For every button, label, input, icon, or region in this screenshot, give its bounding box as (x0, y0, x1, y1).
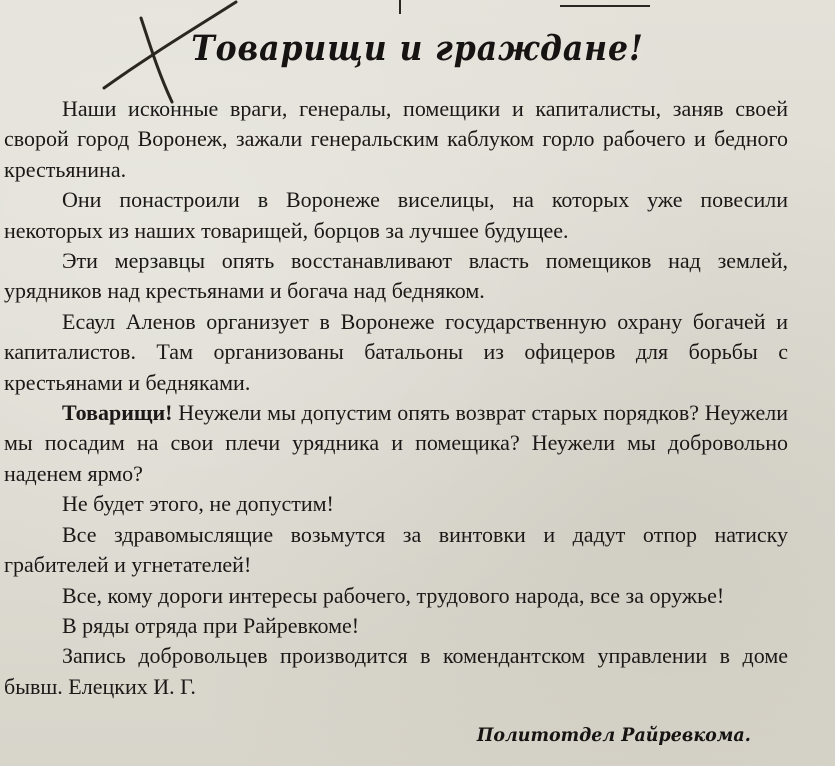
page-title: Товарищи и граждане! (191, 28, 644, 69)
paragraph: Эти мерзавцы опять восстанавливают власть помещиков над землей, урядников над крестьянами и богача над бедняком. (4, 248, 788, 304)
paragraph-lead: Товарищи! (62, 400, 173, 426)
paragraph: Все здравомыслящие возьмутся за винтовки и дадут отпор натиску грабителей и угнетателей! (4, 521, 788, 578)
paragraph: В ряды отряда при Райревкоме! (62, 612, 360, 638)
paragraph: Есаул Аленов организует в Воронеже государственную охрану богачей и капиталистов. Там организованы батальоны из офицеров для борьбы с крестьянами и бедняками. (4, 308, 788, 395)
paragraph: Они понастроили в Воронеже виселицы, на которых уже повесили некоторых из наших товарищей, борцов за лучшее будущее. (4, 187, 788, 243)
signature: Политотдел Райревкома. (476, 724, 751, 746)
paragraph: Наши исконные враги, генералы, помещики и капиталисты, заняв своей сворой город Воронеж, зажали генеральским каблуком горло рабочего и бедного крестьянина. (4, 96, 788, 182)
paragraph: Запись добровольцев производится в комендантском управлении в доме бывш. Елецких И. Г. (4, 643, 788, 699)
paragraph: Все, кому дороги интересы рабочего, трудового народа, все за оружье! (62, 582, 725, 608)
paragraph-text: Неужели мы допустим опять возврат старых порядков? Неужели мы посадим на свои плечи урядника и помещика? Неужели мы добровольно наденем ярмо? (4, 400, 788, 486)
paragraph: Не будет этого, не допустим! (62, 491, 334, 517)
article-body (4, 94, 788, 702)
paragraph (4, 398, 788, 489)
